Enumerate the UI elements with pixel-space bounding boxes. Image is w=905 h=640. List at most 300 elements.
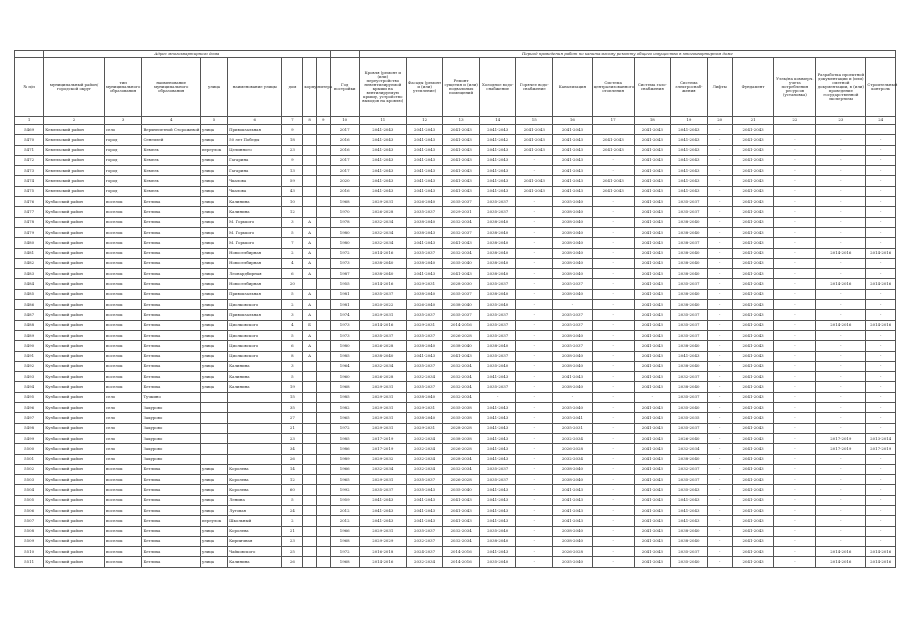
table-cell: Кузбасский район (44, 536, 105, 546)
table-cell (303, 454, 317, 464)
table-cell: 2038-2040 (671, 217, 708, 227)
table-cell: 2041-2043 (634, 372, 671, 382)
table-cell (316, 125, 330, 135)
table-cell: - (516, 166, 553, 176)
table-cell: - (707, 300, 732, 310)
table-cell: 2038-2040 (671, 258, 708, 268)
table-cell: 2038-2040 (553, 248, 593, 258)
table-cell (316, 330, 330, 340)
table-cell: 2029-2031 (359, 413, 406, 423)
table-cell: поселок (104, 495, 142, 505)
table-cell: - (516, 372, 553, 382)
table-cell: 5 (282, 372, 303, 382)
table-cell: Кузбасский район (44, 413, 105, 423)
table-cell: 2029-2031 (359, 382, 406, 392)
table-cell: Кемельский район (44, 186, 105, 196)
table-cell: 2038-2040 (406, 289, 443, 299)
table-cell: 2035-2040 (553, 557, 593, 567)
table-cell: улица (200, 176, 227, 186)
table-cell: 1985 (330, 351, 359, 361)
table-cell: - (774, 372, 816, 382)
table-cell: 2038-2040 (406, 258, 443, 268)
table-cell: 2038-2040 (479, 258, 516, 268)
table-cell: Бетлиха (142, 330, 201, 340)
table-cell (303, 526, 317, 536)
table-cell: 2041-2043 (406, 135, 443, 145)
table-cell: 5492 (15, 361, 44, 371)
column-number-row (15, 117, 896, 125)
table-cell (316, 279, 330, 289)
table-cell: 2032-2037 (406, 536, 443, 546)
table-cell: 14 (282, 464, 303, 474)
table-cell: 2041-2043 (516, 145, 553, 155)
table-cell: село (104, 413, 142, 423)
table-cell: Королева (228, 475, 282, 485)
table-row (15, 197, 896, 207)
table-cell: - (816, 207, 866, 217)
table-cell: 2041-2043 (634, 197, 671, 207)
table-cell: - (866, 495, 896, 505)
table-cell: 10 (282, 197, 303, 207)
table-cell: 2020-2022 (359, 300, 406, 310)
table-cell: поселок (104, 217, 142, 227)
table-cell: 2041-2043 (732, 207, 774, 217)
table-cell: 2 (282, 516, 303, 526)
table-cell: 2032-2034 (359, 227, 406, 237)
table-cell: - (516, 310, 553, 320)
table-cell: 2017 (330, 125, 359, 135)
table-cell: 5506 (15, 505, 44, 515)
table-cell: 4 (282, 320, 303, 330)
table-cell: - (592, 351, 634, 361)
table-cell: Леонардбирная (228, 269, 282, 279)
table-cell (303, 413, 317, 423)
table-cell: 2041-2043 (443, 495, 480, 505)
table-cell: - (774, 289, 816, 299)
table-cell: 2041-2043 (634, 248, 671, 258)
table-cell: 2041-2043 (634, 351, 671, 361)
table-cell: 2035-2037 (479, 475, 516, 485)
table-cell: 2041-2043 (553, 166, 593, 176)
table-cell: - (592, 238, 634, 248)
table-cell: 2041-2043 (634, 464, 671, 474)
table-cell: 2041-2043 (732, 227, 774, 237)
table-cell: 2041-2043 (516, 176, 553, 186)
table-cell (303, 536, 317, 546)
table-cell: 2032-2034 (553, 454, 593, 464)
table-cell: 2041-2043 (553, 485, 593, 495)
table-cell: Кузбасский район (44, 248, 105, 258)
table-cell: - (866, 166, 896, 176)
table-cell: - (774, 403, 816, 413)
table-cell: М. Горького (228, 238, 282, 248)
table-cell: Бетлиха (142, 258, 201, 268)
table-cell: 2014-2016 (816, 557, 866, 567)
table-cell: поселок (104, 475, 142, 485)
table-cell: 2038-2040 (671, 248, 708, 258)
table-cell: - (592, 433, 634, 443)
table-cell: - (774, 423, 816, 433)
table-cell (316, 454, 330, 464)
table-cell: 2041-2043 (359, 135, 406, 145)
table-cell: 5485 (15, 289, 44, 299)
table-cell: 2041-2043 (732, 444, 774, 454)
table-cell: - (592, 475, 634, 485)
table-cell (774, 125, 816, 135)
table-cell: - (866, 145, 896, 155)
table-cell: 2041-2043 (732, 330, 774, 340)
table-cell: 1972 (330, 547, 359, 557)
table-cell: 18 (282, 135, 303, 145)
table-cell: Циолковского (228, 330, 282, 340)
table-cell: М. Горького (228, 227, 282, 237)
table-cell: улица (200, 279, 227, 289)
table-cell: Кемель (142, 176, 201, 186)
table-cell: 2041-2043 (634, 382, 671, 392)
table-cell: 2035-2037 (406, 526, 443, 536)
table-cell: 5505 (15, 495, 44, 505)
table-cell (316, 382, 330, 392)
table-cell: 25 (282, 547, 303, 557)
table-cell: Кемельский район (44, 166, 105, 176)
table-cell: 2041-2043 (634, 536, 671, 546)
table-cell: 2041-2043 (634, 547, 671, 557)
table-cell: 2041-2043 (479, 155, 516, 165)
column-number: 21 (732, 117, 774, 125)
table-cell: 2038-2040 (553, 258, 593, 268)
table-cell: А (303, 238, 317, 248)
table-cell: - (816, 341, 866, 351)
table-cell: - (866, 485, 896, 495)
table-cell (200, 433, 227, 443)
table-cell: 2038-2040 (553, 238, 593, 248)
table-cell: 2041-2043 (634, 526, 671, 536)
table-cell: поселок (104, 361, 142, 371)
table-cell: 2014-2016 (816, 547, 866, 557)
table-cell: 2041-2043 (634, 310, 671, 320)
table-cell (316, 269, 330, 279)
table-cell: - (866, 197, 896, 207)
table-cell (316, 197, 330, 207)
table-cell: Калинина (228, 207, 282, 217)
table-cell: 2041-2043 (443, 135, 480, 145)
table-cell: - (592, 166, 634, 176)
table-cell: 2041-2043 (479, 516, 516, 526)
table-row (15, 135, 896, 145)
table-cell: улица (200, 382, 227, 392)
table-cell: - (592, 392, 634, 402)
table-cell: - (816, 176, 866, 186)
table-cell: 2038-2040 (671, 536, 708, 546)
table-cell: 2038-2040 (479, 536, 516, 546)
table-cell: - (516, 505, 553, 515)
table-cell: - (592, 258, 634, 268)
table-cell: поселок (104, 258, 142, 268)
table-cell: Кузбасский район (44, 372, 105, 382)
table-cell: Кузбасский район (44, 300, 105, 310)
table-cell: - (816, 372, 866, 382)
table-cell: Чкалова (228, 186, 282, 196)
table-cell: - (707, 238, 732, 248)
table-cell: улица (200, 341, 227, 351)
table-cell (303, 475, 317, 485)
table-cell (316, 372, 330, 382)
table-cell: - (707, 485, 732, 495)
table-cell: - (516, 392, 553, 402)
column-header: Лифты (707, 58, 732, 117)
table-cell: 2041-2043 (479, 454, 516, 464)
table-cell: 2041-2043 (732, 413, 774, 423)
table-cell: 5477 (15, 207, 44, 217)
table-cell: 2035-2037 (479, 330, 516, 340)
table-cell (200, 403, 227, 413)
table-cell: 26 (282, 557, 303, 567)
table-cell: Королева (228, 464, 282, 474)
column-number: 6 (228, 117, 282, 125)
table-cell: улица (200, 217, 227, 227)
table-cell: - (592, 423, 634, 433)
table-cell: - (866, 341, 896, 351)
column-header: Кровля (ремонт и (или) переустройство невентилируемой крыши на вентилируемую крышу, устройство выходов на кровлю) (359, 58, 406, 117)
table-cell: поселок (104, 289, 142, 299)
table-cell: поселок (104, 557, 142, 567)
table-cell: Бетлиха (142, 361, 201, 371)
table-cell: Кузбасский район (44, 217, 105, 227)
table-cell: 1992 (330, 485, 359, 495)
table-cell: - (816, 454, 866, 464)
table-cell: 5494 (15, 382, 44, 392)
table-cell: 2035-2040 (479, 361, 516, 371)
table-cell: 2041-2043 (732, 238, 774, 248)
table-cell: - (707, 423, 732, 433)
table-cell (316, 310, 330, 320)
table-cell: - (516, 207, 553, 217)
table-cell: 5 (282, 495, 303, 505)
table-cell: 2041-2043 (443, 145, 480, 155)
table-cell: - (816, 269, 866, 279)
table-cell: - (707, 341, 732, 351)
table-cell: улица (200, 238, 227, 248)
column-header: наименование муниципального образования (142, 58, 201, 117)
table-cell: 2017 (330, 155, 359, 165)
table-cell: 1966 (330, 464, 359, 474)
table-cell: - (516, 217, 553, 227)
table-cell: 5511 (15, 557, 44, 567)
table-cell (316, 217, 330, 227)
table-cell: 2024-2037 (406, 547, 443, 557)
header-group-spacer (15, 51, 44, 58)
table-cell: 5472 (15, 155, 44, 165)
table-cell: - (707, 248, 732, 258)
table-row (15, 341, 896, 351)
table-cell (303, 361, 317, 371)
table-cell: А (303, 351, 317, 361)
table-cell: 2029-2031 (359, 310, 406, 320)
table-cell: переулок (200, 516, 227, 526)
table-cell: - (866, 526, 896, 536)
table-cell: 2035-2037 (671, 475, 708, 485)
table-cell: 2017-2019 (359, 444, 406, 454)
table-cell: Бетлиха (142, 464, 201, 474)
table-cell: - (816, 197, 866, 207)
table-cell: 2035-2035 (671, 413, 708, 423)
table-cell: 2035-2040 (443, 258, 480, 268)
table-cell: 2041-2043 (359, 166, 406, 176)
table-cell: 2038-2040 (359, 351, 406, 361)
table-cell: - (816, 186, 866, 196)
table-cell: улица (200, 547, 227, 557)
table-cell: - (592, 217, 634, 227)
table-cell: 2035-2037 (406, 382, 443, 392)
capital-repair-table (14, 50, 896, 568)
table-cell: А (303, 269, 317, 279)
table-cell: 2029-2032 (359, 454, 406, 464)
table-cell: 2041-2043 (634, 135, 671, 145)
table-cell: 2041-2043 (634, 403, 671, 413)
table-cell (303, 516, 317, 526)
table-cell: Сенгилей (142, 135, 201, 145)
table-cell: Закурово (142, 433, 201, 443)
table-cell: улица (200, 320, 227, 330)
table-cell: - (774, 516, 816, 526)
table-cell: 2029-2031 (406, 423, 443, 433)
table-cell: 2032-2034 (443, 536, 480, 546)
table-cell: - (516, 341, 553, 351)
table-cell: 2041-2043 (443, 238, 480, 248)
table-cell: - (774, 197, 816, 207)
table-cell: - (516, 444, 553, 454)
table-cell: Кузбасский район (44, 547, 105, 557)
table-cell: - (866, 475, 896, 485)
table-cell (316, 186, 330, 196)
table-row (15, 372, 896, 382)
table-cell: 5473 (15, 166, 44, 176)
table-cell: 2014-2016 (816, 248, 866, 258)
table-cell: Бетлиха (142, 300, 201, 310)
table-cell: 2041-2043 (671, 516, 708, 526)
table-cell: Кузбасский район (44, 197, 105, 207)
table-cell: 5489 (15, 330, 44, 340)
table-cell: 2041-2043 (634, 289, 671, 299)
table-cell: улица (200, 186, 227, 196)
table-cell: 1970 (330, 207, 359, 217)
table-row (15, 526, 896, 536)
table-cell: 1965 (330, 475, 359, 485)
table-cell: 2041-2043 (634, 361, 671, 371)
table-cell: - (774, 227, 816, 237)
table-cell: село (104, 444, 142, 454)
table-cell: 59 (282, 176, 303, 186)
table-cell: 2041-2043 (553, 135, 593, 145)
table-cell: А (303, 217, 317, 227)
table-cell: - (516, 320, 553, 330)
table-cell: - (707, 197, 732, 207)
table-cell: 2038-2040 (479, 217, 516, 227)
table-cell: 2014-2016 (866, 557, 896, 567)
table-cell: - (592, 547, 634, 557)
table-cell: 2041-2043 (479, 145, 516, 155)
table-cell: 2035-2037 (671, 423, 708, 433)
table-cell: 2041-2043 (634, 155, 671, 165)
table-cell: - (707, 186, 732, 196)
table-cell: 2038-2040 (479, 227, 516, 237)
table-cell: - (516, 433, 553, 443)
table-cell: Кузбасский район (44, 505, 105, 515)
table-cell: 2041-2043 (479, 547, 516, 557)
table-cell: 5496 (15, 403, 44, 413)
table-cell: Новоселбирная (228, 279, 282, 289)
table-cell (316, 341, 330, 351)
table-cell: 2041-2043 (732, 300, 774, 310)
table-cell: - (592, 464, 634, 474)
table-cell: 2038-2040 (553, 330, 593, 340)
table-cell: - (516, 258, 553, 268)
table-row (15, 485, 896, 495)
table-cell: Кузбасский район (44, 279, 105, 289)
table-cell: Б (303, 320, 317, 330)
table-cell: - (707, 125, 732, 135)
column-header: Разработка проектной документации и (или) сметной документации, в (или) проведение государственной экспертизы (816, 58, 866, 117)
table-cell: 8 (282, 351, 303, 361)
table-cell: Кузбасский район (44, 403, 105, 413)
column-number: 5 (200, 117, 227, 125)
table-cell: село (104, 403, 142, 413)
table-cell: 2041-2043 (479, 372, 516, 382)
table-cell: 2041-2043 (406, 176, 443, 186)
table-cell: - (707, 454, 732, 464)
table-cell: Кемель (142, 155, 201, 165)
table-cell: Бетлиха (142, 516, 201, 526)
table-cell: поселок (104, 269, 142, 279)
table-cell: 2032-2034 (443, 526, 480, 536)
table-row (15, 217, 896, 227)
table-cell: - (516, 516, 553, 526)
table-cell: 2041-2043 (634, 444, 671, 454)
table-cell: - (707, 361, 732, 371)
table-cell: - (774, 382, 816, 392)
table-cell (316, 289, 330, 299)
table-cell: 2041-2043 (443, 125, 480, 135)
table-cell: Кузбасский район (44, 464, 105, 474)
column-number: 18 (634, 117, 671, 125)
column-number: 12 (406, 117, 443, 125)
table-cell: Кузбасский район (44, 269, 105, 279)
table-cell: 6 (282, 341, 303, 351)
table-cell: город (104, 176, 142, 186)
table-cell: - (866, 186, 896, 196)
table-cell: 2041-2043 (671, 505, 708, 515)
table-cell: 2026-2040 (406, 300, 443, 310)
table-cell: 2041-2043 (732, 248, 774, 258)
table-cell: 2035-2040 (479, 526, 516, 536)
table-cell (316, 135, 330, 145)
table-cell: 9 (282, 125, 303, 135)
table-cell: 21 (282, 526, 303, 536)
table-cell (316, 155, 330, 165)
table-cell: - (774, 557, 816, 567)
table-row (15, 279, 896, 289)
table-row (15, 403, 896, 413)
table-cell: 50 лет Победы (228, 135, 282, 145)
table-cell: переулок (200, 145, 227, 155)
table-cell: 2035-2037 (671, 547, 708, 557)
table-cell: - (866, 464, 896, 474)
table-cell: 2035-2040 (553, 197, 593, 207)
table-cell: 2041-2043 (732, 289, 774, 299)
table-cell: Привокзальная (228, 310, 282, 320)
table-cell: 2041-2043 (732, 505, 774, 515)
table-cell: - (707, 495, 732, 505)
